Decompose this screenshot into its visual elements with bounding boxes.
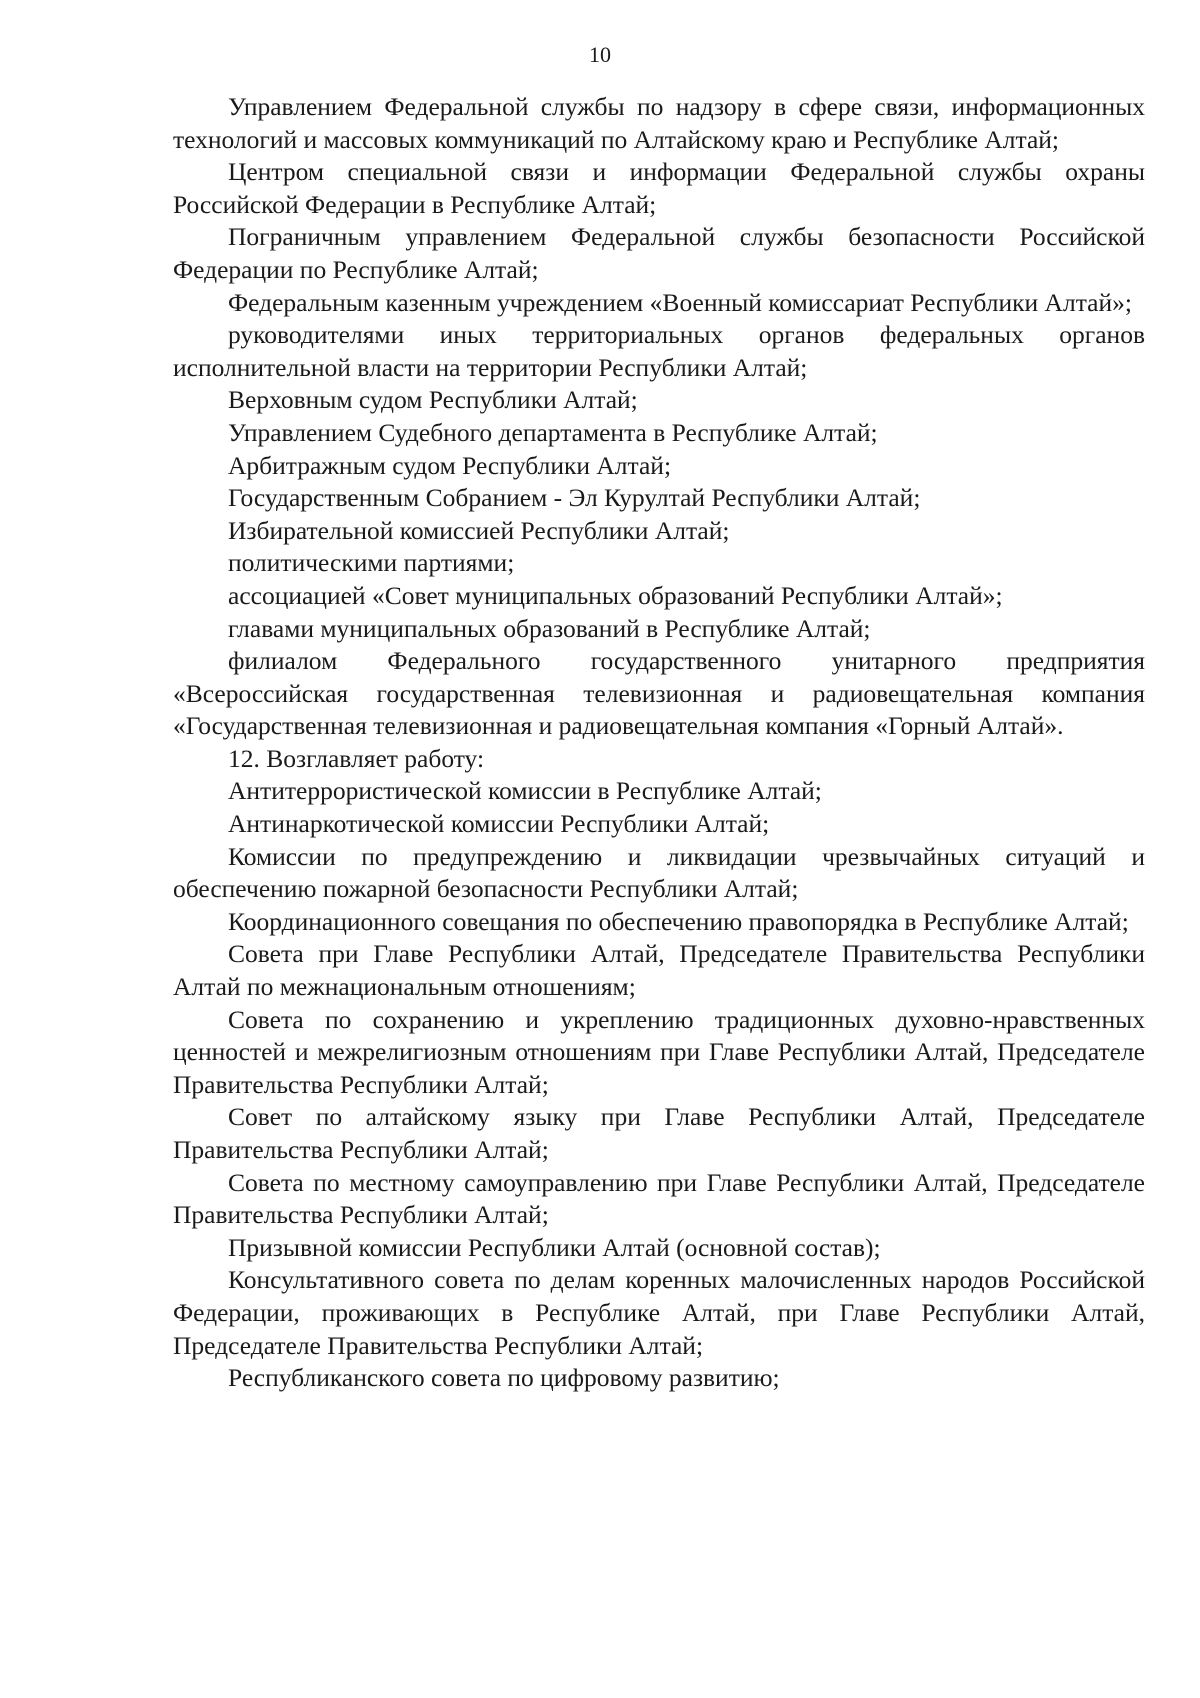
paragraph: Республиканского совета по цифровому развитию; — [228, 1363, 780, 1393]
paragraph: Управлением Федеральной службы по надзору в сфере связи, информационных технологий и массовых коммуникаций по Алтайскому краю и Республике Алтай; — [173, 92, 1145, 154]
section-heading: 12. Возглавляет работу: — [228, 743, 485, 773]
paragraph: Призывной комиссии Республики Алтай (основной состав); — [228, 1232, 881, 1262]
paragraph: Комиссии по предупреждению и ликвидации чрезвычайных ситуаций и обеспечению пожарной безопасности Республики Алтай; — [173, 841, 1145, 904]
paragraph: Антитеррористической комиссии в Республике Алтай; — [228, 776, 822, 806]
paragraph: Государственным Собранием - Эл Курултай Республики Алтай; — [228, 483, 921, 513]
paragraph: Совета по сохранению и укреплению традиционных духовно-нравственных ценностей и межрелигиозным отношениям при Главе Республики Алтай, Председателе Правительства Республики Алтай; — [173, 1004, 1145, 1099]
paragraph: Координационного совещания по обеспечению правопорядка в Республике Алтай; — [228, 906, 1129, 936]
paragraph: филиалом Федерального государственного унитарного предприятия «Всероссийская государственная телевизионная и радиовещательная компания «Государственная телевизионная и радиовещательная компания «Горный Алтай». — [173, 646, 1145, 741]
paragraph: политическими партиями; — [228, 548, 515, 578]
paragraph: Управлением Судебного департамента в Республике Алтай; — [228, 417, 878, 447]
paragraph: Центром специальной связи и информации Федеральной службы охраны Российской Федерации в Республике Алтай; — [173, 157, 1145, 219]
page-number: 10 — [589, 42, 611, 67]
paragraph: Арбитражным судом Республики Алтай; — [228, 450, 672, 480]
paragraph: Совета по местному самоуправлению при Главе Республики Алтай, Председателе Правительства Республики Алтай; — [173, 1167, 1145, 1230]
paragraph: Избирательной комиссией Республики Алтай; — [228, 515, 730, 545]
paragraph: Пограничным управлением Федеральной службы безопасности Российской Федерации по Республике Алтай; — [173, 222, 1145, 284]
paragraph: Антинаркотической комиссии Республики Алтай; — [228, 809, 770, 839]
paragraph: главами муниципальных образований в Республике Алтай; — [228, 613, 871, 643]
paragraph: Совет по алтайскому языку при Главе Республики Алтай, Председателе Правительства Республики Алтай; — [173, 1102, 1145, 1164]
paragraph: Консультативного совета по делам коренных малочисленных народов Российской Федерации, проживающих в Республике Алтай, при Главе Республики Алтай, Председателе Правительства Республики Алтай; — [173, 1265, 1145, 1360]
paragraph: Верховным судом Республики Алтай; — [228, 385, 638, 415]
paragraph: Федеральным казенным учреждением «Военный комиссариат Республики Алтай»; — [228, 287, 1132, 317]
paragraph: руководителями иных территориальных органов федеральных органов исполнительной власти на территории Республики Алтай; — [173, 320, 1145, 382]
paragraph: Совета при Главе Республики Алтай, Председателе Правительства Республики Алтай по межнациональным отношениям; — [173, 939, 1145, 1002]
paragraph: ассоциацией «Совет муниципальных образований Республики Алтай»; — [228, 580, 1003, 610]
document-body — [173, 91, 1145, 1395]
